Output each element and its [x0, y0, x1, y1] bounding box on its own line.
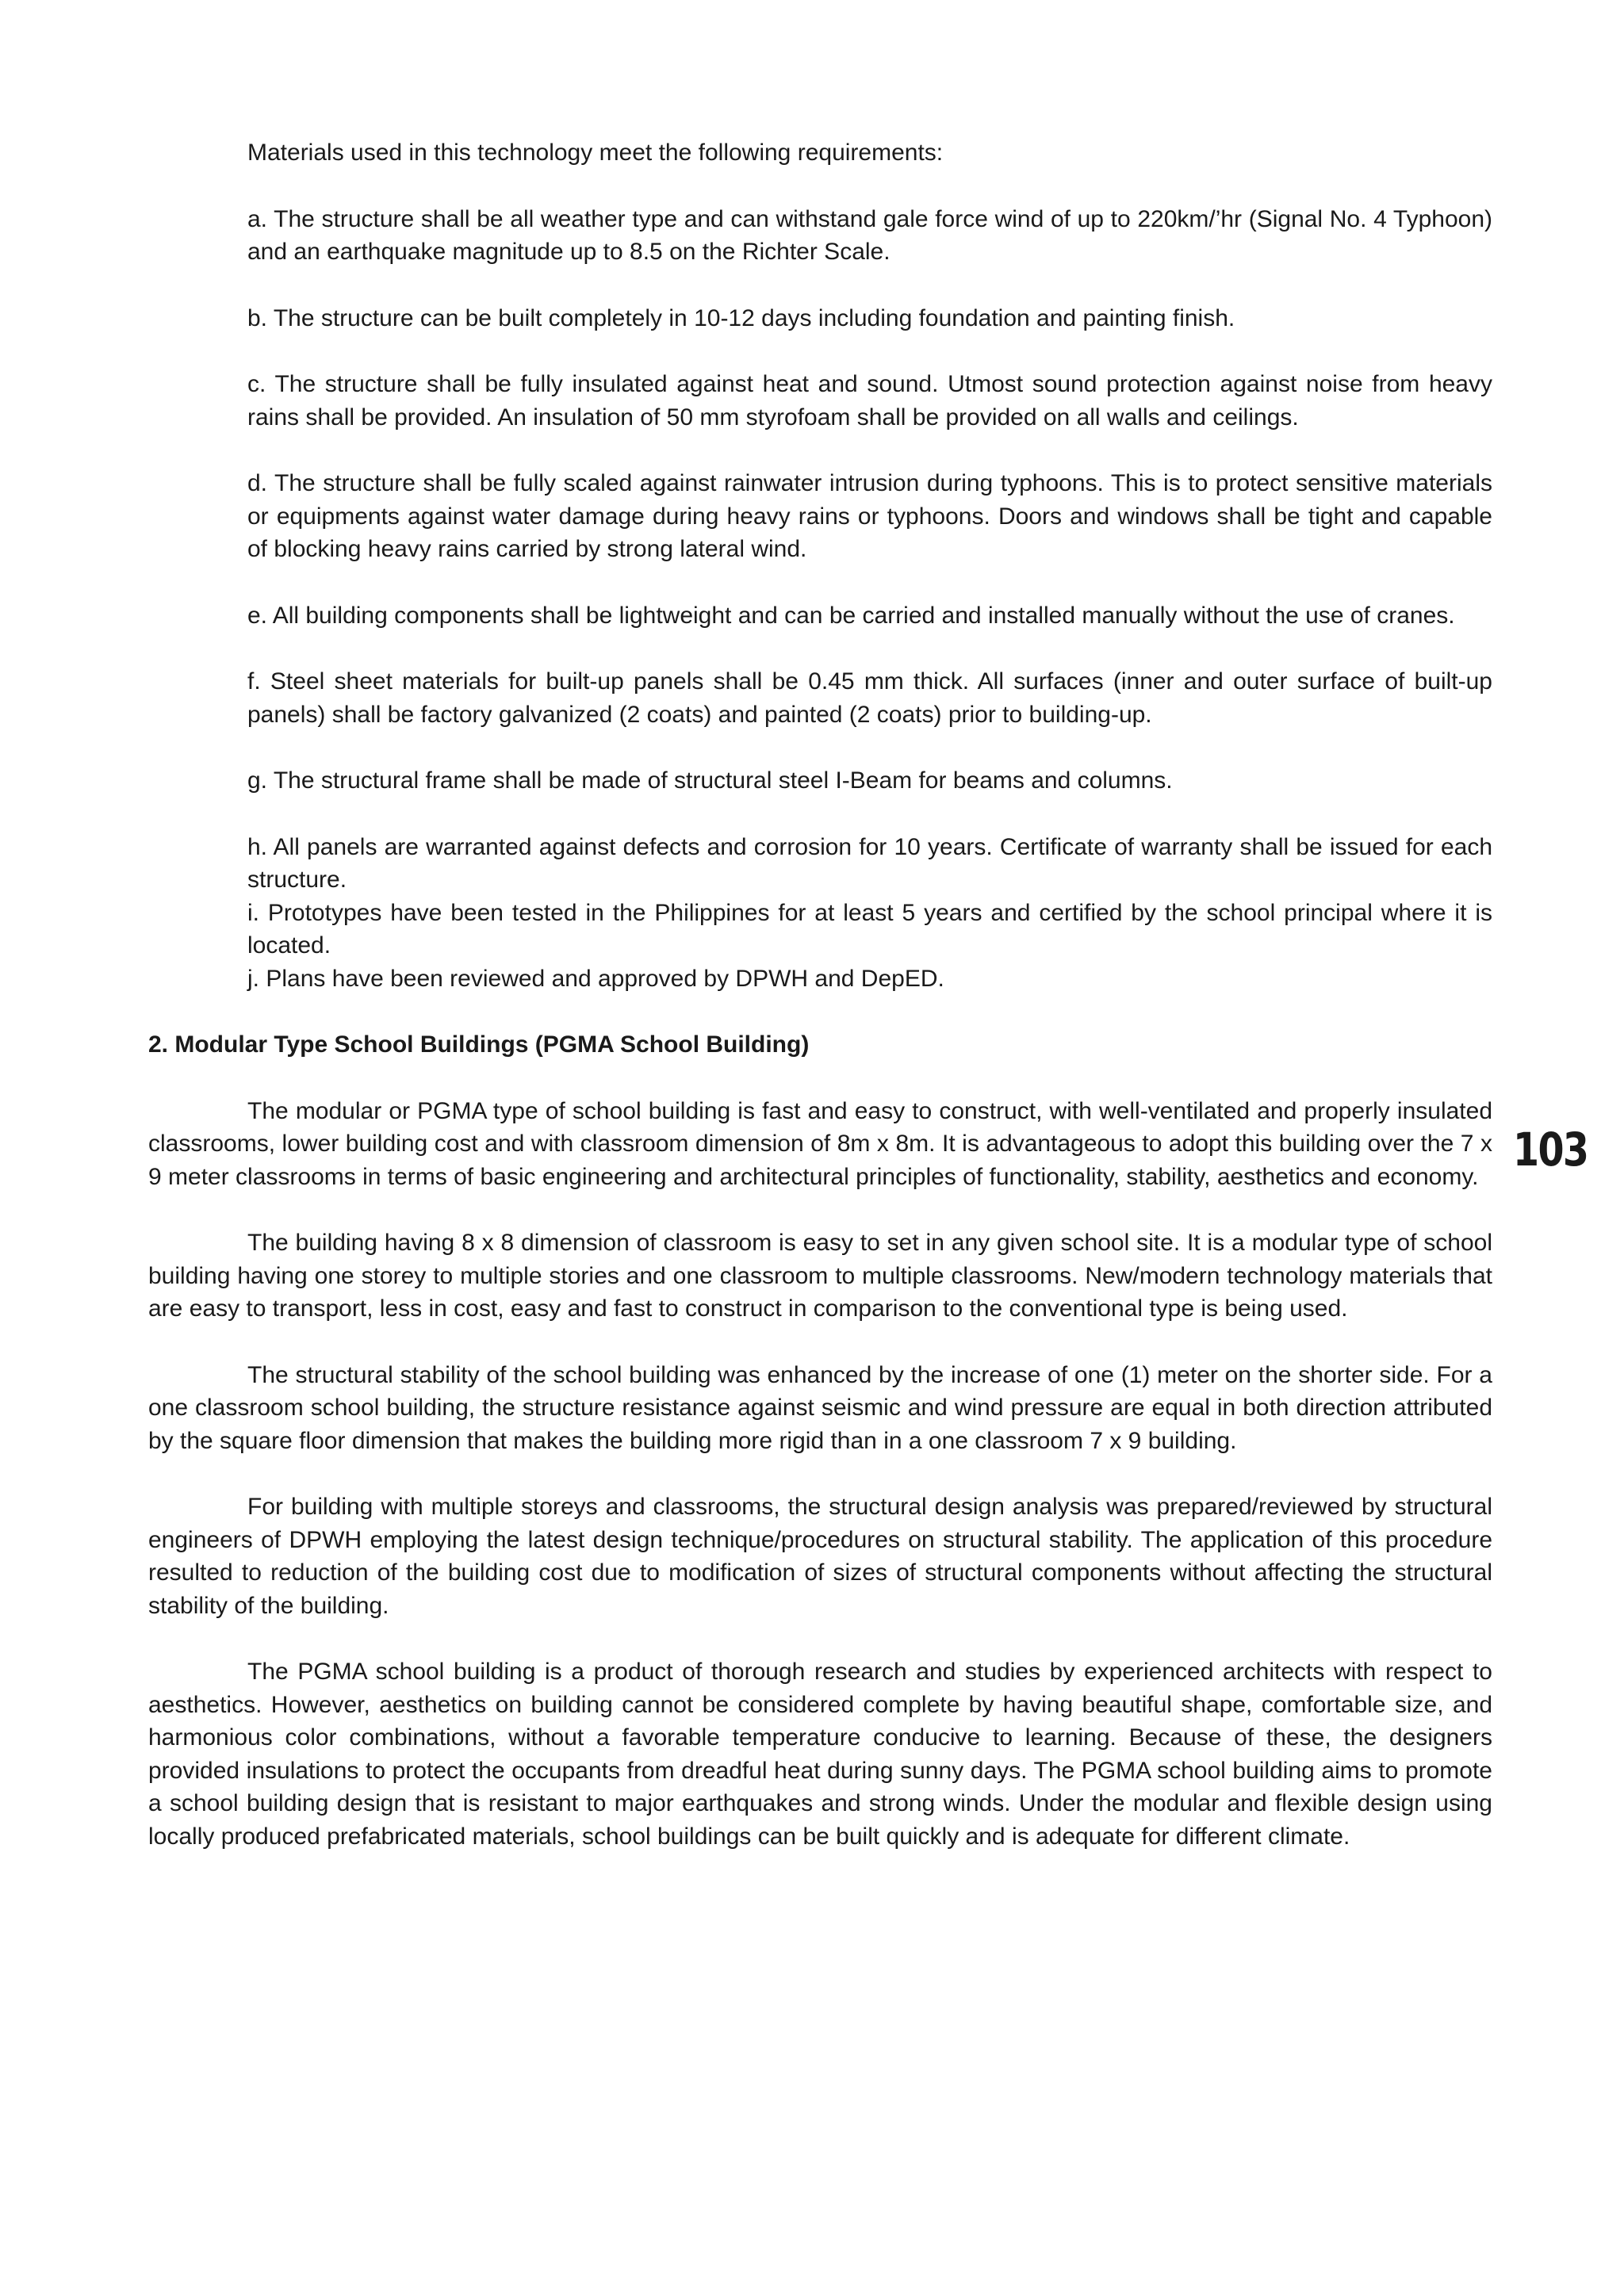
requirement-item-g: g. The structural frame shall be made of structural steel I-Beam for beams and columns.	[247, 767, 1173, 794]
requirement-item-i: i. Prototypes have been tested in the Philippines for at least 5 years and certified by the school principal where it is located.	[247, 899, 1492, 959]
section-heading: 2. Modular Type School Buildings (PGMA School Building)	[148, 1031, 810, 1058]
page-number: 103	[1513, 1123, 1588, 1177]
body-paragraph-2: The building having 8 x 8 dimension of classroom is easy to set in any given school site. It is a modular type of school building having one storey to multiple stories and one classroom to multiple classrooms. New/modern technology materials that are easy to transport, less in cost, easy and fast to construct in comparison to the conventional type is being used.	[148, 1230, 1492, 1322]
requirement-item-a: a. The structure shall be all weather type and can withstand gale force wind of up to 220km/’hr (Signal No. 4 Typhoon) and an earthquake magnitude up to 8.5 on the Richter Scale.	[247, 205, 1492, 265]
requirement-item-h: h. All panels are warranted against defects and corrosion for 10 years. Certificate of warranty shall be issued for each structure.	[247, 833, 1492, 893]
requirements-list	[247, 203, 1492, 996]
page-content	[148, 136, 1492, 1886]
body-paragraph-4: For building with multiple storeys and classrooms, the structural design analysis was prepared/reviewed by structural engineers of DPWH employing the latest design technique/procedures on structural stability. The application of this procedure resulted to reduction of the building cost due to modification of sizes of structural components without affecting the structural stability of the building.	[148, 1494, 1492, 1619]
requirement-item-f: f. Steel sheet materials for built-up panels shall be 0.45 mm thick. All surfaces (inner and outer surface of built-up panels) shall be factory galvanized (2 coats) and painted (2 coats) prior to building-up.	[247, 668, 1492, 728]
requirement-item-d: d. The structure shall be fully scaled against rainwater intrusion during typhoons. This is to protect sensitive materials or equipments against water damage during heavy rains or typhoons. Doors and windows shall be tight and capable of blocking heavy rains carried by strong lateral wind.	[247, 470, 1492, 562]
requirement-item-b: b. The structure can be built completely in 10-12 days including foundation and painting finish.	[247, 304, 1235, 331]
requirements-intro: Materials used in this technology meet the following requirements:	[247, 140, 944, 166]
requirement-item-e: e. All building components shall be lightweight and can be carried and installed manually without the use of cranes.	[247, 602, 1455, 629]
requirement-item-j: j. Plans have been reviewed and approved by DPWH and DepED.	[247, 965, 944, 992]
body-paragraph-3: The structural stability of the school building was enhanced by the increase of one (1) meter on the shorter side. For a one classroom school building, the structure resistance against seismic and wind pressure are equal in both direction attributed by the square floor dimension that makes the building more rigid than in a one classroom 7 x 9 building.	[148, 1361, 1492, 1454]
body-paragraph-1: The modular or PGMA type of school building is fast and easy to construct, with well-ventilated and properly insulated classrooms, lower building cost and with classroom dimension of 8m x 8m. It is advantageous to adopt this building over the 7 x 9 meter classrooms in terms of basic engineering and architectural principles of functionality, stability, aesthetics and economy.	[148, 1097, 1492, 1190]
requirement-item-c: c. The structure shall be fully insulated against heat and sound. Utmost sound protection against noise from heavy rains shall be provided. An insulation of 50 mm styrofoam shall be provided on all walls and ceilings.	[247, 371, 1492, 430]
body-paragraph-5: The PGMA school building is a product of thorough research and studies by experienced architects with respect to aesthetics. However, aesthetics on building cannot be considered complete by having beautiful shape, comfortable size, and harmonious color combinations, without a favorable temperature conducive to learning. Because of these, the designers provided insulations to protect the occupants from dreadful heat during sunny days. The PGMA school building aims to promote a school building design that is resistant to major earthquakes and strong winds. Under the modular and flexible design using locally produced prefabricated materials, school buildings can be built quickly and is adequate for different climate.	[148, 1659, 1492, 1850]
